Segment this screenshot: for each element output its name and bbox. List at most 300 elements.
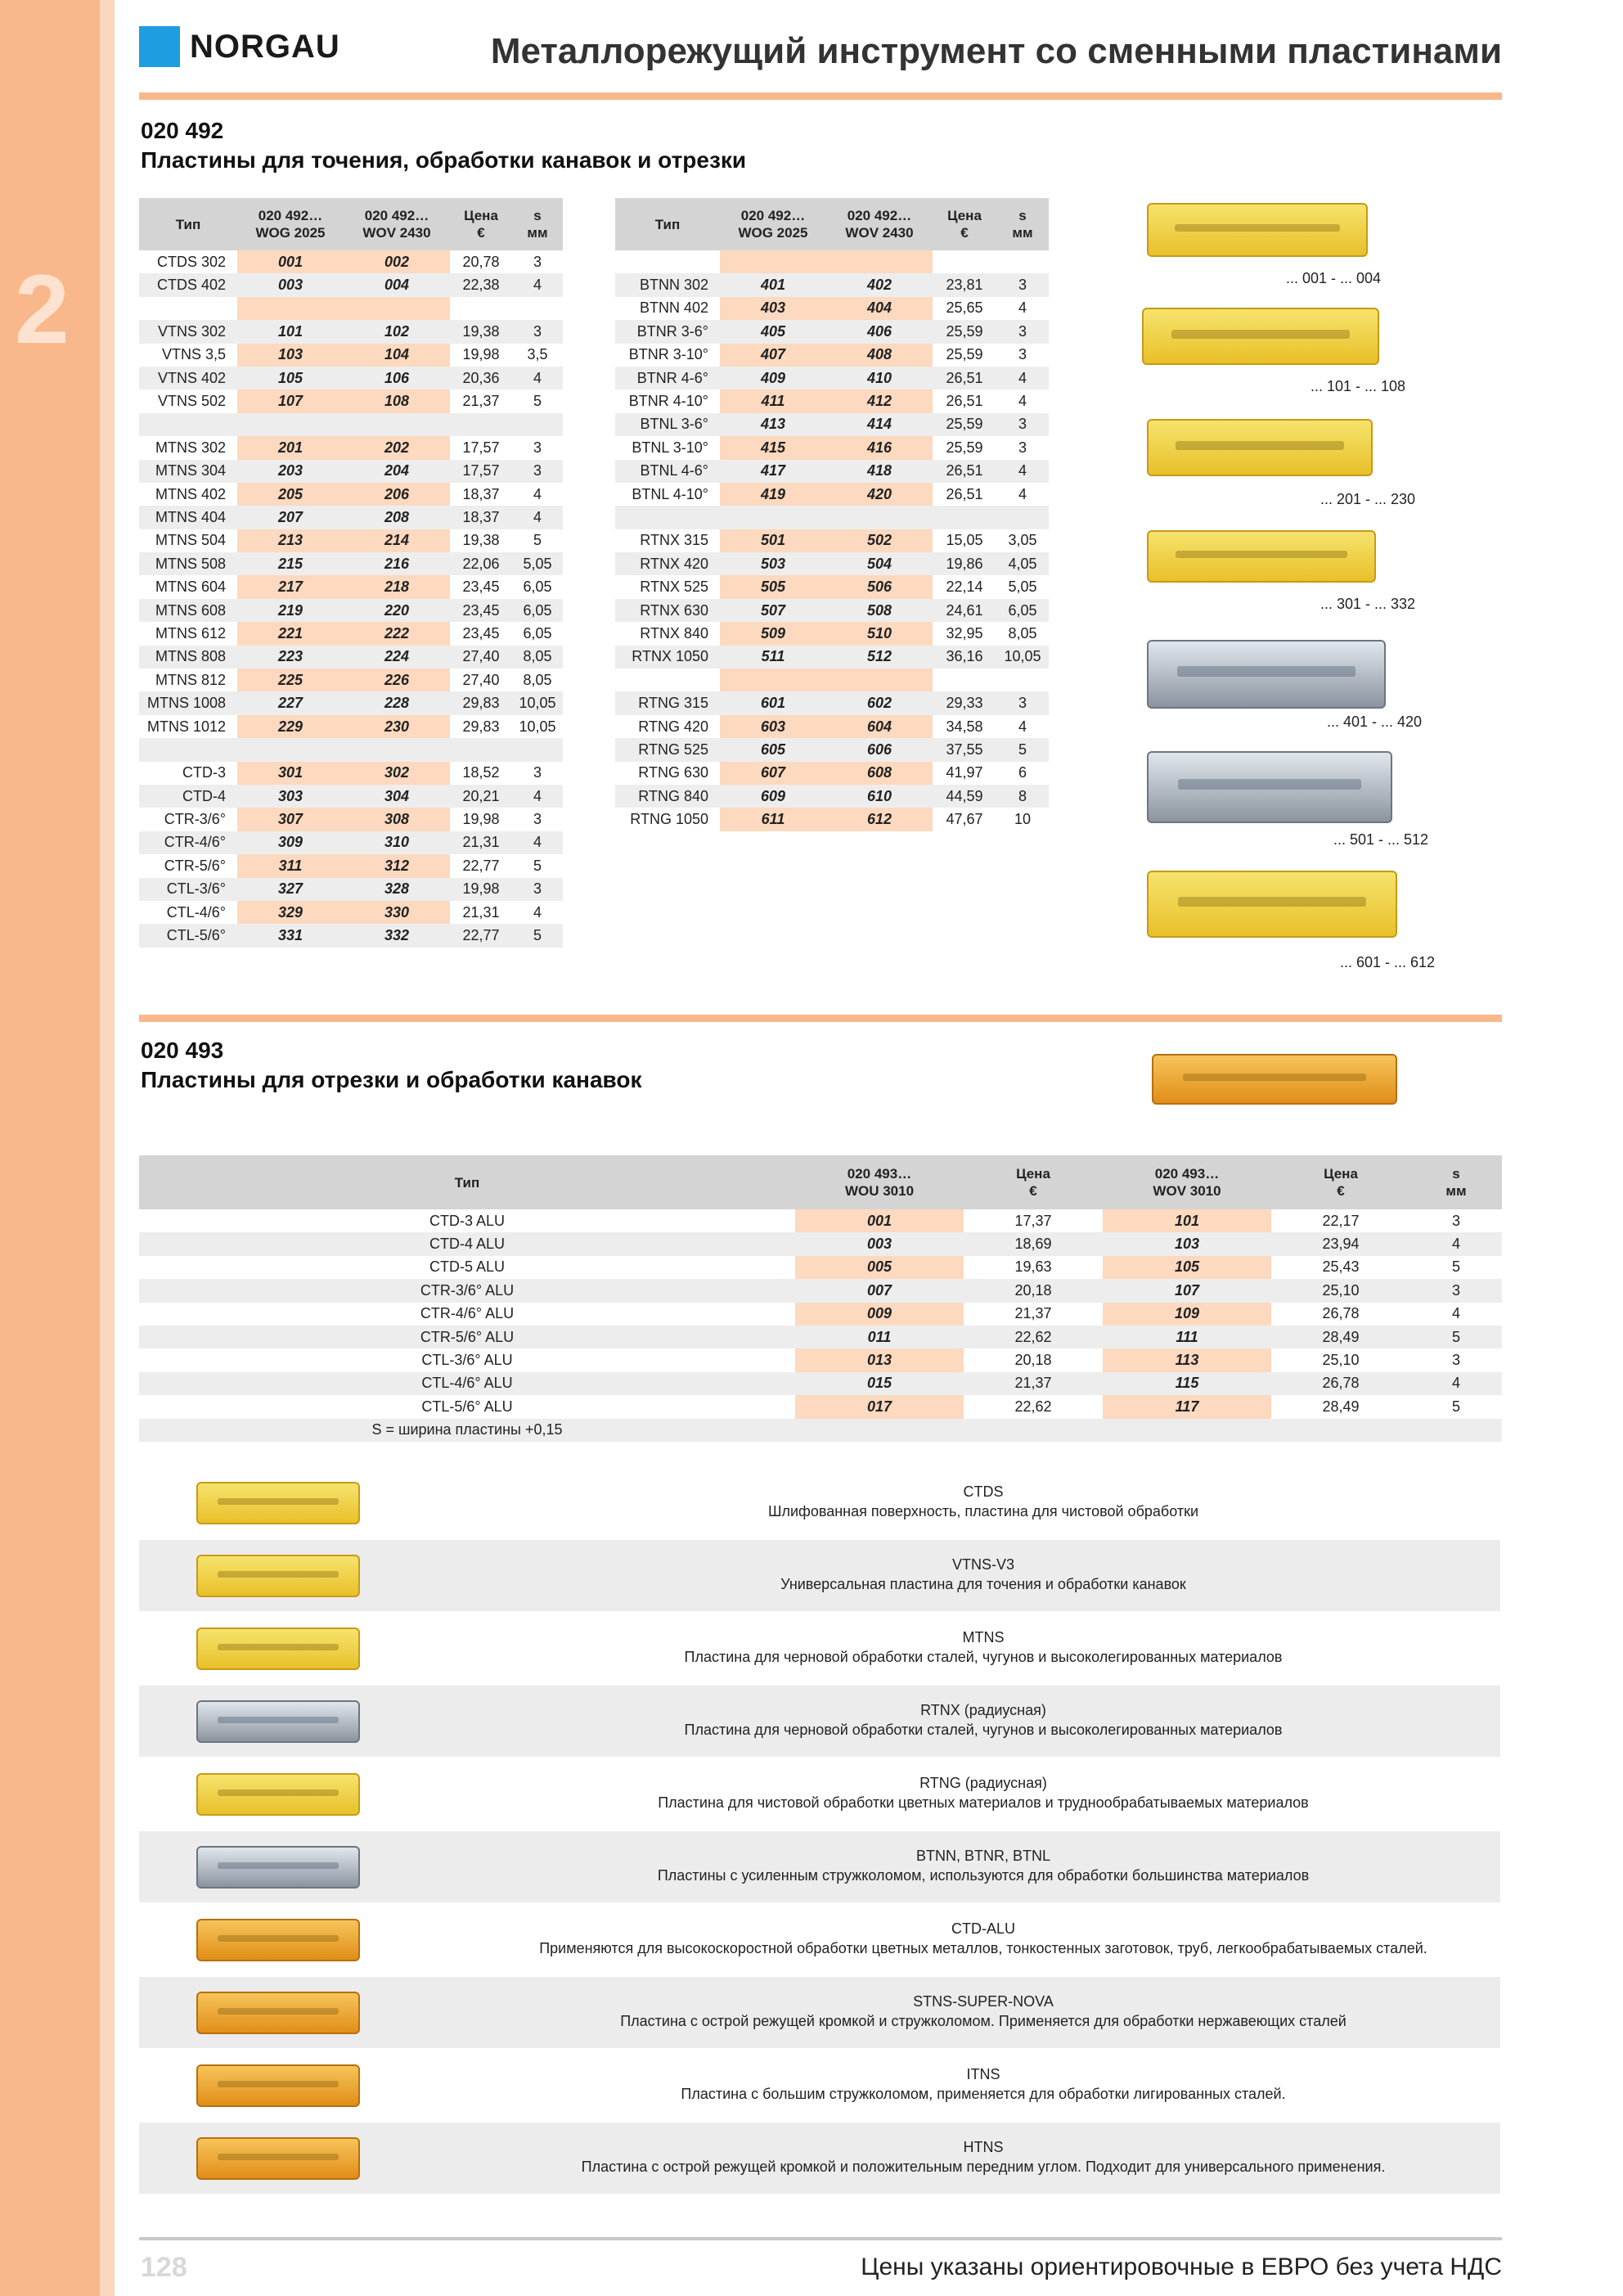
cell-code: 507 <box>720 599 826 622</box>
cell-value: 27,40 <box>450 646 512 669</box>
cell-value: 3 <box>512 320 563 343</box>
cell-value <box>933 669 996 691</box>
cell-value: 22,62 <box>964 1326 1103 1348</box>
cell-value: 4 <box>1410 1232 1502 1255</box>
table-row <box>139 1279 1502 1302</box>
cell-value: 25,10 <box>1271 1279 1410 1302</box>
table-row <box>139 413 563 436</box>
cell-code: 310 <box>344 831 450 854</box>
cell-value: 25,59 <box>946 439 983 456</box>
cell-empty <box>964 1419 1103 1442</box>
table-row <box>615 529 1049 552</box>
brand-logo <box>139 26 340 67</box>
insert-gray-icon <box>196 1846 360 1889</box>
insert-description <box>466 1919 1500 1958</box>
cell-type: MTNS 1012 <box>146 718 226 735</box>
cell-value: 24,61 <box>933 599 996 622</box>
cell-type: MTNS 302 <box>155 439 226 456</box>
cell-value: 6,05 <box>512 599 563 622</box>
insert-description <box>466 1627 1500 1667</box>
cell-value: 37,55 <box>933 738 996 761</box>
cell-value: 47,67 <box>946 811 983 828</box>
cell-code: 223 <box>237 646 344 669</box>
table-row <box>139 1326 1502 1348</box>
cell-value: 3 <box>533 764 542 781</box>
cell-code: 007 <box>795 1279 964 1302</box>
cell-code: 216 <box>344 552 450 575</box>
cell-code: 115 <box>1103 1372 1271 1395</box>
cell-value: 19,98 <box>462 346 500 363</box>
insert-type-name: ITNS <box>966 2066 1000 2082</box>
cell-value: 3 <box>1018 346 1027 363</box>
insert-description-row <box>139 1831 1500 1902</box>
cell-value: 6,05 <box>523 579 552 596</box>
cell-value: 18,37 <box>450 506 512 529</box>
cell-value <box>450 413 512 436</box>
cell-code: 226 <box>344 669 450 691</box>
cell-type: CTD-5 ALU <box>429 1258 506 1276</box>
cell-code: 003 <box>795 1232 964 1255</box>
section1-table-right <box>615 198 1049 831</box>
cell-type: CTDS 302 <box>156 253 226 270</box>
cell-value: 22,77 <box>462 857 500 874</box>
cell-value: 17,57 <box>450 460 512 483</box>
insert-yellow-icon <box>1147 419 1373 476</box>
cell-value: 25,59 <box>946 346 983 363</box>
table-row <box>139 297 563 320</box>
table-row <box>139 1395 1502 1418</box>
cell-code: 220 <box>344 599 450 622</box>
cell-type: RTNX 630 <box>615 599 720 622</box>
image-caption: ... 401 - ... 420 <box>1327 714 1423 730</box>
cell-code: 203 <box>237 460 344 483</box>
cell-code: 113 <box>1103 1348 1271 1371</box>
insert-orange-icon <box>196 2137 360 2180</box>
cell-code: 505 <box>720 575 826 598</box>
cell-type: CTD-3 <box>182 764 226 781</box>
cell-value: 36,16 <box>933 646 996 669</box>
cell-code: 207 <box>237 506 344 529</box>
cell-code: 230 <box>344 715 450 738</box>
cell-code: 202 <box>344 436 450 459</box>
col-price2-header: Цена € <box>1271 1155 1410 1209</box>
cell-value <box>512 297 563 320</box>
insert-type-text: Универсальная пластина для точения и обработки канавок <box>780 1576 1186 1592</box>
cell-code: 205 <box>237 483 344 506</box>
brand-name: NORGAU <box>190 28 340 65</box>
insert-yellow-icon <box>1147 530 1376 583</box>
cell-code <box>720 669 826 691</box>
cell-value: 27,40 <box>462 671 500 688</box>
cell-code: 610 <box>826 785 933 808</box>
cell-value: 3 <box>996 691 1049 714</box>
image-caption: ... 501 - ... 512 <box>1333 831 1429 848</box>
cell-value <box>933 506 996 529</box>
col-code1-header: 020 492… WOG 2025 <box>720 198 826 250</box>
cell-type: BTNR 3-6° <box>615 320 720 343</box>
cell-type: BTNL 3-10° <box>632 439 708 456</box>
cell-value: 4 <box>533 485 542 502</box>
table-row <box>139 715 563 738</box>
table-row <box>139 1256 1502 1279</box>
cell-value: 20,18 <box>1014 1352 1052 1369</box>
cell-code <box>237 738 344 761</box>
table-row <box>615 413 1049 436</box>
table-row <box>615 483 1049 506</box>
insert-type-name: RTNX (радиусная) <box>920 1702 1046 1718</box>
cell-code: 330 <box>344 901 450 924</box>
table-row <box>615 715 1049 738</box>
cell-code: 111 <box>1103 1326 1271 1348</box>
insert-description <box>466 1555 1500 1594</box>
section2-code: 020 493 <box>141 1038 224 1063</box>
table-row <box>139 669 563 691</box>
cell-value: 5 <box>533 857 542 874</box>
cell-code: 214 <box>344 529 450 552</box>
table-row <box>139 320 563 343</box>
cell-type: RTNG 840 <box>615 785 720 808</box>
cell-value: 5 <box>1410 1326 1502 1348</box>
cell-value: 21,37 <box>462 393 500 410</box>
cell-code: 608 <box>826 762 933 785</box>
cell-code: 105 <box>237 367 344 389</box>
cell-value: 22,62 <box>1014 1398 1052 1415</box>
cell-code: 304 <box>344 785 450 808</box>
cell-code: 502 <box>826 529 933 552</box>
cell-code: 508 <box>826 599 933 622</box>
section2-title: Пластины для отрезки и обработки канавок <box>141 1067 642 1092</box>
table-note-row <box>139 1419 1502 1442</box>
cell-code: 328 <box>344 878 450 901</box>
cell-code: 307 <box>237 808 344 831</box>
insert-yellow-icon <box>196 1482 360 1524</box>
section1-title: Пластины для точения, обработки канавок и отрезки <box>141 147 747 173</box>
cell-value: 3,05 <box>1008 532 1037 549</box>
cell-code: 327 <box>237 878 344 901</box>
cell-code: 509 <box>720 622 826 645</box>
table-row <box>139 738 563 761</box>
cell-value: 22,38 <box>450 273 512 296</box>
cell-code <box>344 413 450 436</box>
cell-code: 107 <box>1103 1279 1271 1302</box>
cell-code: 407 <box>720 344 826 367</box>
cell-value: 6,05 <box>996 599 1049 622</box>
col-type-header: Тип <box>139 198 237 250</box>
image-caption: ... 201 - ... 230 <box>1320 491 1416 507</box>
table-row <box>139 646 563 669</box>
table-row <box>615 552 1049 575</box>
cell-code <box>720 250 826 273</box>
cell-value: 20,36 <box>450 367 512 389</box>
image-caption: ... 301 - ... 332 <box>1320 596 1416 612</box>
cell-value: 8,05 <box>1008 624 1037 642</box>
cell-code <box>826 669 933 691</box>
cell-type: MTNS 504 <box>155 532 226 549</box>
table-row <box>139 250 563 273</box>
insert-description <box>466 1773 1500 1812</box>
cell-value: 3,5 <box>527 346 548 363</box>
cell-value: 8,05 <box>512 646 563 669</box>
cell-type: CTL-5/6° ALU <box>421 1398 513 1415</box>
cell-type: MTNS 608 <box>139 599 237 622</box>
cell-code: 506 <box>826 575 933 598</box>
col-size-header: s мм <box>1410 1155 1502 1209</box>
insert-description <box>466 1482 1500 1521</box>
cell-value: 25,43 <box>1322 1258 1360 1276</box>
cell-code: 417 <box>720 460 826 483</box>
cell-value: 28,49 <box>1271 1326 1410 1348</box>
cell-code: 311 <box>237 854 344 877</box>
table-row <box>139 924 563 947</box>
cell-type: MTNS 808 <box>139 646 237 669</box>
cell-value: 3 <box>533 439 542 456</box>
cell-code <box>826 506 933 529</box>
cell-value: 5 <box>1451 1398 1460 1415</box>
insert-yellow-icon <box>1142 308 1379 365</box>
cell-value: 25,10 <box>1322 1352 1360 1369</box>
cell-code: 402 <box>826 273 933 296</box>
cell-value <box>996 250 1049 273</box>
cell-value: 3 <box>512 460 563 483</box>
cell-value: 26,51 <box>933 460 996 483</box>
cell-code: 408 <box>826 344 933 367</box>
cell-value: 32,95 <box>946 624 983 642</box>
cell-value: 6 <box>1018 764 1027 781</box>
cell-type: BTNL 4-10° <box>632 485 708 502</box>
cell-code: 101 <box>237 320 344 343</box>
cell-code: 605 <box>720 738 826 761</box>
table-row <box>139 691 563 714</box>
image-caption: ... 601 - ... 612 <box>1340 954 1436 970</box>
table-row <box>139 831 563 854</box>
cell-value: 26,51 <box>946 485 983 502</box>
section1-code: 020 492 <box>141 118 224 143</box>
insert-description <box>466 1992 1500 2031</box>
insert-type-text: Пластина для чистовой обработки цветных материалов и труднообрабатываемых материалов <box>658 1794 1309 1811</box>
cell-value: 18,37 <box>462 485 500 502</box>
table-row <box>139 1372 1502 1395</box>
col-size-header: s мм <box>512 198 563 250</box>
cell-value: 3 <box>533 253 542 270</box>
cell-type: CTL-4/6° <box>166 903 226 921</box>
section2-table <box>139 1155 1502 1442</box>
cell-code: 409 <box>720 367 826 389</box>
cell-value: 3 <box>996 320 1049 343</box>
cell-code: 404 <box>826 297 933 320</box>
cell-type: MTNS 508 <box>139 552 237 575</box>
table-row <box>615 320 1049 343</box>
cell-type: MTNS 404 <box>139 506 237 529</box>
cell-code: 419 <box>720 483 826 506</box>
cell-type: MTNS 304 <box>139 460 237 483</box>
cell-type: RTNX 315 <box>640 532 708 549</box>
cell-value: 3 <box>1018 439 1027 456</box>
insert-description-row <box>139 1540 1500 1611</box>
cell-code: 412 <box>826 389 933 412</box>
insert-description-row <box>139 2123 1500 2194</box>
table-row <box>139 367 563 389</box>
cell-code: 215 <box>237 552 344 575</box>
cell-value: 5 <box>996 738 1049 761</box>
cell-empty <box>795 1419 964 1442</box>
insert-yellow-icon <box>196 1773 360 1816</box>
cell-code: 410 <box>826 367 933 389</box>
cell-type: CTD-4 ALU <box>139 1232 795 1255</box>
insert-type-text: Применяются для высокоскоростной обработки цветных металлов, тонкостенных заготовок, труб, легкообрабатываемых сталей. <box>539 1940 1427 1956</box>
cell-value: 20,21 <box>450 785 512 808</box>
cell-code: 221 <box>237 622 344 645</box>
cell-value: 5,05 <box>512 552 563 575</box>
cell-value: 5 <box>512 924 563 947</box>
cell-type <box>615 669 720 691</box>
table-row <box>139 506 563 529</box>
table-row <box>139 344 563 367</box>
cell-value: 3 <box>996 273 1049 296</box>
insert-description-row <box>139 1686 1500 1757</box>
insert-orange-icon <box>196 1919 360 1961</box>
cell-code: 312 <box>344 854 450 877</box>
cell-value: 41,97 <box>946 764 983 781</box>
cell-value: 34,58 <box>946 718 983 735</box>
cell-type: CTL-3/6° ALU <box>421 1352 513 1369</box>
cell-value: 28,49 <box>1322 1398 1360 1415</box>
cell-code: 403 <box>720 297 826 320</box>
cell-code: 218 <box>344 575 450 598</box>
cell-type: CTR-3/6° ALU <box>139 1279 795 1302</box>
cell-value: 19,38 <box>462 532 500 549</box>
cell-code: 227 <box>237 691 344 714</box>
cell-code: 013 <box>795 1348 964 1371</box>
cell-code: 603 <box>720 715 826 738</box>
table-row <box>139 599 563 622</box>
insert-type-name: CTD-ALU <box>951 1920 1015 1937</box>
table-note: S = ширина пластины +0,15 <box>139 1419 795 1442</box>
cell-type <box>139 297 237 320</box>
cell-type <box>139 738 237 761</box>
cell-value: 22,06 <box>450 552 512 575</box>
cell-code: 104 <box>344 344 450 367</box>
table-row <box>139 808 563 831</box>
cell-type: RTNG 420 <box>638 718 708 735</box>
cell-type: BTNN 302 <box>615 273 720 296</box>
cell-code: 405 <box>720 320 826 343</box>
cell-code: 225 <box>237 669 344 691</box>
table-row <box>615 297 1049 320</box>
image-caption: ... 101 - ... 108 <box>1311 378 1406 394</box>
cell-value: 4 <box>1018 299 1027 317</box>
cell-value: 21,37 <box>964 1372 1103 1395</box>
cell-value: 19,98 <box>462 811 500 828</box>
cell-code: 309 <box>237 831 344 854</box>
insert-orange-icon <box>196 1992 360 2034</box>
col-price-header: Цена € <box>450 198 512 250</box>
table-row <box>139 1348 1502 1371</box>
insert-gray-icon <box>196 1700 360 1743</box>
cell-code: 303 <box>237 785 344 808</box>
col-size-header: s мм <box>996 198 1049 250</box>
cell-value: 25,59 <box>933 320 996 343</box>
cell-value: 4 <box>1018 485 1027 502</box>
cell-type: CTD-4 <box>139 785 237 808</box>
cell-value: 23,45 <box>450 599 512 622</box>
table-row <box>139 552 563 575</box>
cell-value: 4 <box>512 367 563 389</box>
cell-code: 224 <box>344 646 450 669</box>
table-row <box>139 622 563 645</box>
insert-type-text: Шлифованная поверхность, пластина для чистовой обработки <box>767 1503 1199 1519</box>
cell-value: 5 <box>533 532 542 549</box>
cell-value <box>996 506 1049 529</box>
cell-code: 219 <box>237 599 344 622</box>
insert-type-name: BTNN, BTNR, BTNL <box>915 1848 1050 1864</box>
cell-value: 4 <box>1018 718 1027 735</box>
cell-type <box>615 250 720 273</box>
cell-value: 23,94 <box>1271 1232 1410 1255</box>
cell-value <box>512 738 563 761</box>
table-row <box>139 389 563 412</box>
cell-code: 001 <box>795 1209 964 1232</box>
table-row <box>615 436 1049 459</box>
table-row <box>615 762 1049 785</box>
cell-code: 415 <box>720 436 826 459</box>
insert-type-name: RTNG (радиусная) <box>919 1775 1047 1791</box>
cell-value: 19,38 <box>450 320 512 343</box>
cell-code: 102 <box>344 320 450 343</box>
cell-code: 229 <box>237 715 344 738</box>
cell-value: 3 <box>512 878 563 901</box>
cell-code <box>826 250 933 273</box>
cell-value: 4 <box>1410 1372 1502 1395</box>
cell-type: VTNS 302 <box>139 320 237 343</box>
table-row <box>139 854 563 877</box>
table-row <box>615 506 1049 529</box>
cell-code: 103 <box>237 344 344 367</box>
table-row <box>615 669 1049 691</box>
insert-description-row <box>139 1977 1500 2048</box>
cell-value: 4 <box>996 460 1049 483</box>
cell-code: 406 <box>826 320 933 343</box>
cell-code: 602 <box>826 691 933 714</box>
cell-value <box>933 250 996 273</box>
cell-code: 117 <box>1103 1395 1271 1418</box>
section-number: 2 <box>15 254 70 364</box>
footer-note: Цены указаны ориентировочные в ЕВРО без учета НДС <box>861 2253 1502 2280</box>
cell-value <box>996 669 1049 691</box>
cell-type: CTL-5/6° <box>139 924 237 947</box>
cell-value <box>512 413 563 436</box>
sidebar-stripe <box>100 0 115 2296</box>
insert-description-row <box>139 1904 1500 1975</box>
insert-type-text: Пластины с усиленным стружколомом, используются для обработки большинства материалов <box>657 1867 1310 1884</box>
cell-code: 213 <box>237 529 344 552</box>
cell-code: 607 <box>720 762 826 785</box>
cell-type: RTNX 525 <box>640 579 708 596</box>
cell-code: 109 <box>1103 1303 1271 1326</box>
cell-type: CTR-5/6° ALU <box>139 1326 795 1348</box>
table-row <box>139 575 563 598</box>
cell-value: 15,05 <box>946 532 983 549</box>
cell-value: 3 <box>1410 1279 1502 1302</box>
insert-orange-icon <box>196 2064 360 2107</box>
table-row <box>615 460 1049 483</box>
cell-type: CTL-4/6° ALU <box>139 1372 795 1395</box>
cell-value: 44,59 <box>933 785 996 808</box>
cell-code: 413 <box>720 413 826 436</box>
cell-value: 26,78 <box>1271 1372 1410 1395</box>
cell-code: 609 <box>720 785 826 808</box>
insert-type-text: Пластина для черновой обработки сталей, чугунов и высоколегированных материалов <box>684 1722 1283 1738</box>
table-row <box>615 344 1049 367</box>
